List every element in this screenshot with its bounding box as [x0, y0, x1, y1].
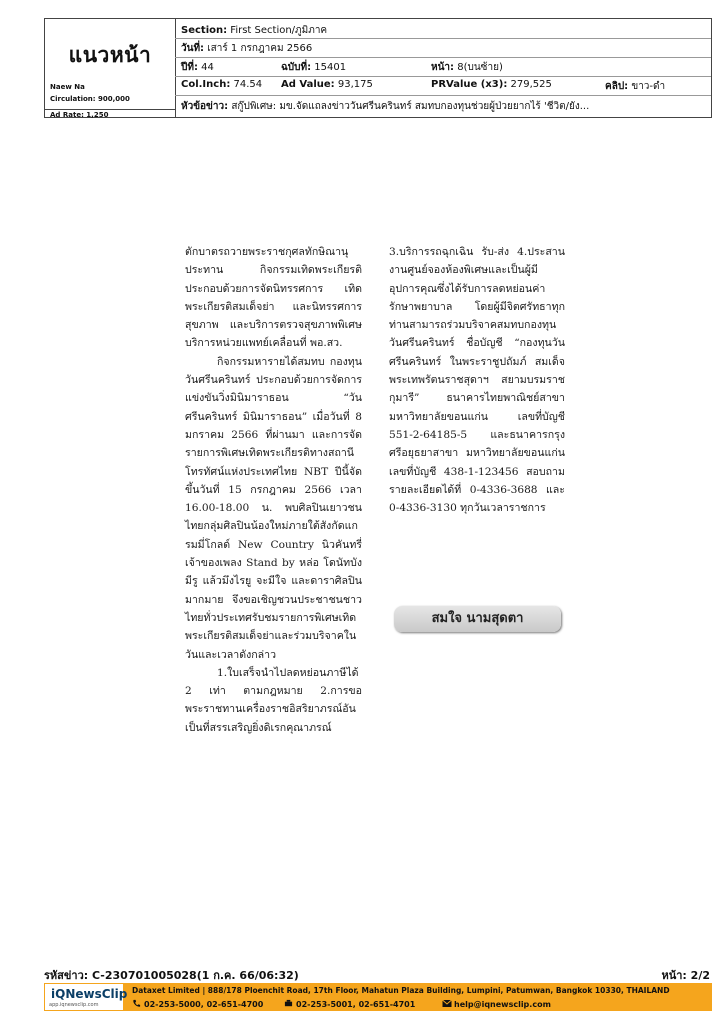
- phone-row: 02-253-5000, 02-651-4700: [132, 999, 263, 1009]
- prvalue-field: PRValue (x3): 279,525: [431, 79, 552, 90]
- article-paragraph: กิจกรรมหารายได้สมทบ กองทุนวันศรีนครินทร์ ประกอบด้วยการจัดการแข่งขันวิ่งมินิมาราธอน “วันศรีนครินทร์ มินิมาราธอน” เมื่อวันที่ 8 มกราคม 2566 ที่ผ่านมา และการจัดรายการพิเศษเทิดพระเกียรติทางสถานีโทรทัศน์แห่งประเทศไทย NBT ปีนี้จัดขึ้นวันที่ 15 กรกฎาคม 2566 เวลา 16.00-18.00 น. พบศิลปินเยาวชนไทยกลุ่มศิลปินน้องใหม่ภายใต้สังกัดแกรมมี่โกลด์ New Country นิวคันทรี่ เจ้าของเพลง Stand by หล่อ โดนัทบังมีรู แล้วมึงไรยู จะมีใจ และดาราศิลปินมากมาย จึงขอเชิญชวนประชาชนชาวไทยทั่วประเทศรับชมรายการพิเศษเทิดพระเกียรติสมเด็จย่าและร่วมบริจาคในวันและเวลาดังกล่าว: [185, 355, 362, 661]
- divider: [175, 95, 711, 96]
- clip-type-field: คลิป: ขาว-ดำ: [605, 81, 666, 92]
- news-code: รหัสข่าว: C-230701005028(1 ก.ค. 66/06:32): [44, 969, 299, 982]
- article-paragraph: 3.บริการรถฉุกเฉิน รับ-ส่ง 4.ประสานงานศูนย์จองห้องพิเศษและเป็นผู้มีอุปการคุณซึ่งได้รับการลดหย่อนค่ารักษาพยาบาล โดยผู้มีจิตศรัทธาทุกท่านสามารถร่วมบริจาคสมทบกองทุนวันศรีนครินทร์ ชื่อบัญชี “กองทุนวันศรีนครินทร์ ในพระราชูปถัมภ์ สมเด็จพระเทพรัตนราชสุดาฯ สยามบรมราชกุมารี” ธนาคารไทยพาณิชย์สาขา มหาวิทยาลัยขอนแก่น เลขที่บัญชี 551-2-64185-5 และธนาคารกรุงศรีอยุธยาสาขา มหาวิทยาลัยขอนแก่น เลขที่บัญชี 438-1-123456 สอบถามรายละเอียดได้ที่ 0-4336-3688 และ 0-4336-3130 ทุกวันเวลาราชการ: [389, 246, 565, 515]
- phone-icon: [132, 999, 141, 1008]
- clip-header: [44, 18, 712, 118]
- email-row[interactable]: help@iqnewsclip.com: [442, 999, 551, 1009]
- ad-rate: Ad Rate: 1,250: [45, 109, 175, 118]
- divider: [175, 38, 711, 39]
- logo-url: app.iqnewsclip.com: [49, 1002, 99, 1008]
- iqnewsclip-logo[interactable]: [44, 983, 128, 1011]
- publication-name-en: Naew Na: [50, 83, 85, 91]
- date-value: เสาร์ 1 กรกฎาคม 2566: [207, 43, 313, 54]
- divider: [175, 57, 711, 58]
- page-field: หน้า: 8(บนซ้าย): [431, 62, 503, 73]
- article-paragraph: ตักบาตรถวายพระราชกุศลทักษิณานุประทาน กิจกรรมเทิดพระเกียรติ ประกอบด้วยการจัดนิทรรศการ เทิดพระเกียรติสมเด็จย่า และนิทรรศการสุขภาพ และบริการตรวจสุขภาพพิเศษบริการหน่วยแพทย์เคลื่อนที่ พอ.สว.: [185, 246, 362, 350]
- footer-meta: [44, 966, 710, 984]
- company-address: Dataxet Limited | 888/178 Ploenchit Road, 17th Floor, Mahatun Plaza Building, Lumpini, Patumwan, Bangkok 10330, THAILAND: [132, 986, 670, 995]
- email-icon: [442, 999, 451, 1008]
- article-column-1: [185, 243, 362, 737]
- page-count: หน้า: 2/2: [661, 969, 710, 982]
- divider: [175, 76, 711, 77]
- advalue-field: Ad Value: 93,175: [281, 79, 373, 90]
- author-byline: สมใจ นามสุดตา: [394, 606, 561, 632]
- circulation: Circulation: 900,000: [50, 95, 130, 103]
- fax-icon: [284, 999, 293, 1008]
- publication-title: แนวหน้า: [68, 43, 152, 67]
- logo-text: iQNewsClip: [51, 987, 128, 1001]
- issue-field: ฉบับที่: 15401: [281, 62, 347, 73]
- section-row: Section: First Section/ภูมิภาค: [181, 25, 328, 36]
- article-column-2: [389, 243, 565, 517]
- headline-value: สกู๊ปพิเศษ: มข.จัดแถลงข่าววันศรีนครินทร์ สมทบกองทุนช่วยผู้ป่วยยากไร้ 'ชีวิต/ยัง...: [231, 101, 590, 112]
- section-value: First Section/ภูมิภาค: [230, 25, 328, 36]
- headline-row: หัวข้อข่าว: สกู๊ปพิเศษ: มข.จัดแถลงข่าววันศรีนครินทร์ สมทบกองทุนช่วยผู้ป่วยยากไร้ 'ชีวิต/ยัง...: [181, 101, 590, 112]
- article-paragraph: 1.ใบเสร็จนำไปลดหย่อนภาษีได้ 2 เท่า ตามกฎหมาย 2.การขอพระราชทานเครื่องราชอิสริยาภรณ์อันเป็นที่สรรเสริญยิ่งดิเรกคุณาภรณ์: [185, 666, 362, 734]
- year-field: ปีที่: 44: [181, 62, 214, 73]
- date-row: วันที่: เสาร์ 1 กรกฎาคม 2566: [181, 43, 313, 54]
- colinch-field: Col.Inch: 74.54: [181, 79, 263, 90]
- publication-box: [45, 19, 176, 117]
- fax-row: 02-253-5001, 02-651-4701: [284, 999, 415, 1009]
